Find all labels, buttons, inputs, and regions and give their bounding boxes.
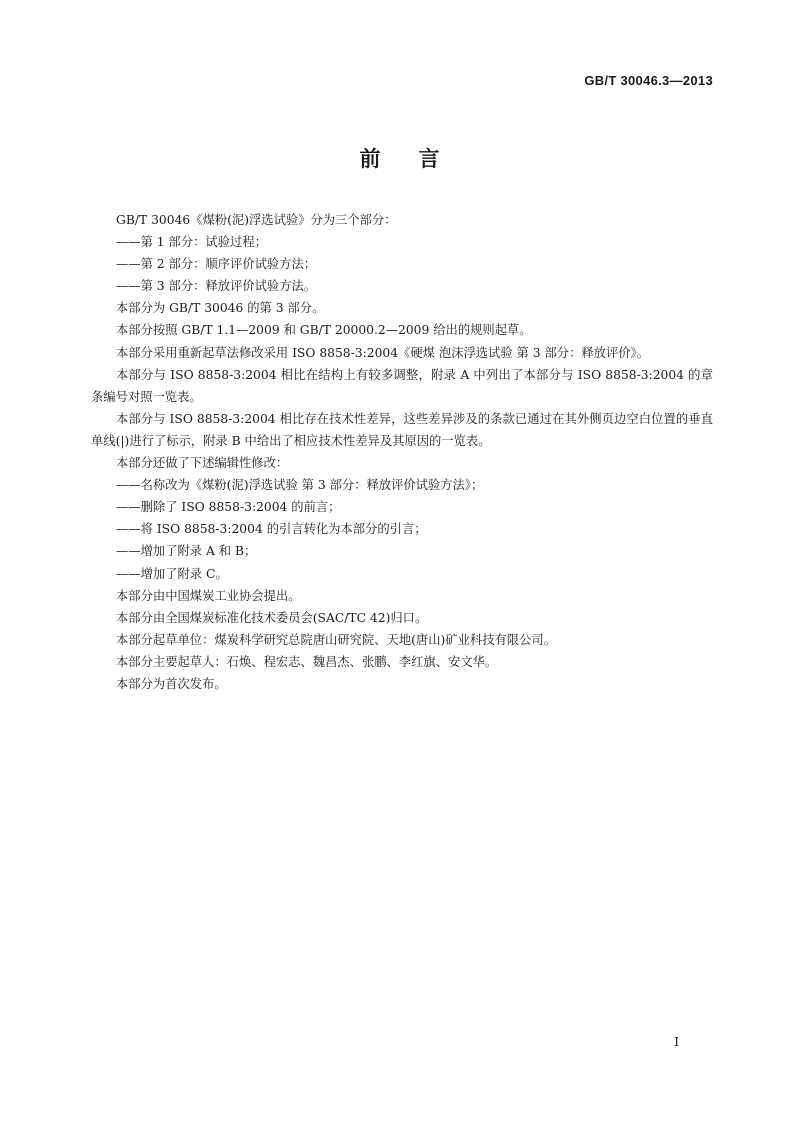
paragraph-adoption: 本部分采用重新起草法修改采用 ISO 8858-3:2004《硬煤 泡沫浮选试验 第 3 部分：释放评价》。 — [116, 345, 649, 360]
paragraph-under-jurisdiction: 本部分由全国煤炭标准化技术委员会(SAC/TC 42)归口。 — [116, 610, 428, 625]
paragraph-parts-intro: GB/T 30046《煤粉(泥)浮选试验》分为三个部分： — [116, 213, 397, 227]
paragraph-technical-differences: 本部分与 ISO 8858-3:2004 相比存在技术性差异，这些差异涉及的条款已通过在其外侧页边空白位置的垂直单线(|)进行了标示，附录 B 中给出了相应技术性差异及其原因的一览表。 — [91, 411, 713, 448]
page-number: I — [674, 1035, 679, 1049]
paragraph-this-part: 本部分为 GB/T 30046 的第 3 部分。 — [116, 301, 325, 316]
paragraph-editorial-intro: 本部分还做了下述编辑性修改： — [116, 456, 289, 471]
document-body — [91, 209, 713, 695]
list-item-rename: ——名称改为《煤粉(泥)浮选试验 第 3 部分：释放评价试验方法》； — [116, 478, 484, 493]
page-title: 前言 — [359, 147, 478, 171]
list-item-part2: ——第 2 部分：顺序评价试验方法； — [116, 257, 317, 272]
paragraph-proposed-by: 本部分由中国煤炭工业协会提出。 — [116, 588, 301, 603]
standard-code: GB/T 30046.3—2013 — [584, 73, 713, 88]
paragraph-drafters: 本部分主要起草人：石焕、程宏志、魏昌杰、张鹏、李红旗、安文华。 — [116, 654, 498, 669]
list-item-delete-foreword: ——删除了 ISO 8858-3:2004 的前言； — [116, 500, 341, 515]
paragraph-first-issue: 本部分为首次发布。 — [116, 676, 227, 691]
paragraph-drafting-units: 本部分起草单位：煤炭科学研究总院唐山研究院、天地(唐山)矿业科技有限公司。 — [116, 632, 556, 647]
list-item-annex-ab: ——增加了附录 A 和 B； — [116, 544, 257, 559]
list-item-part1: ——第 1 部分：试验过程； — [116, 235, 267, 250]
list-item-introduction: ——将 ISO 8858-3:2004 的引言转化为本部分的引言； — [116, 522, 427, 537]
paragraph-drafting-rules: 本部分按照 GB/T 1.1—2009 和 GB/T 20000.2—2009 给出的规则起草。 — [116, 323, 532, 338]
list-item-annex-c: ——增加了附录 C。 — [116, 566, 228, 581]
paragraph-structure-changes: 本部分与 ISO 8858-3:2004 相比在结构上有较多调整，附录 A 中列出了本部分与 ISO 8858-3:2004 的章条编号对照一览表。 — [91, 367, 713, 404]
list-item-part3: ——第 3 部分：释放评价试验方法。 — [116, 279, 317, 294]
